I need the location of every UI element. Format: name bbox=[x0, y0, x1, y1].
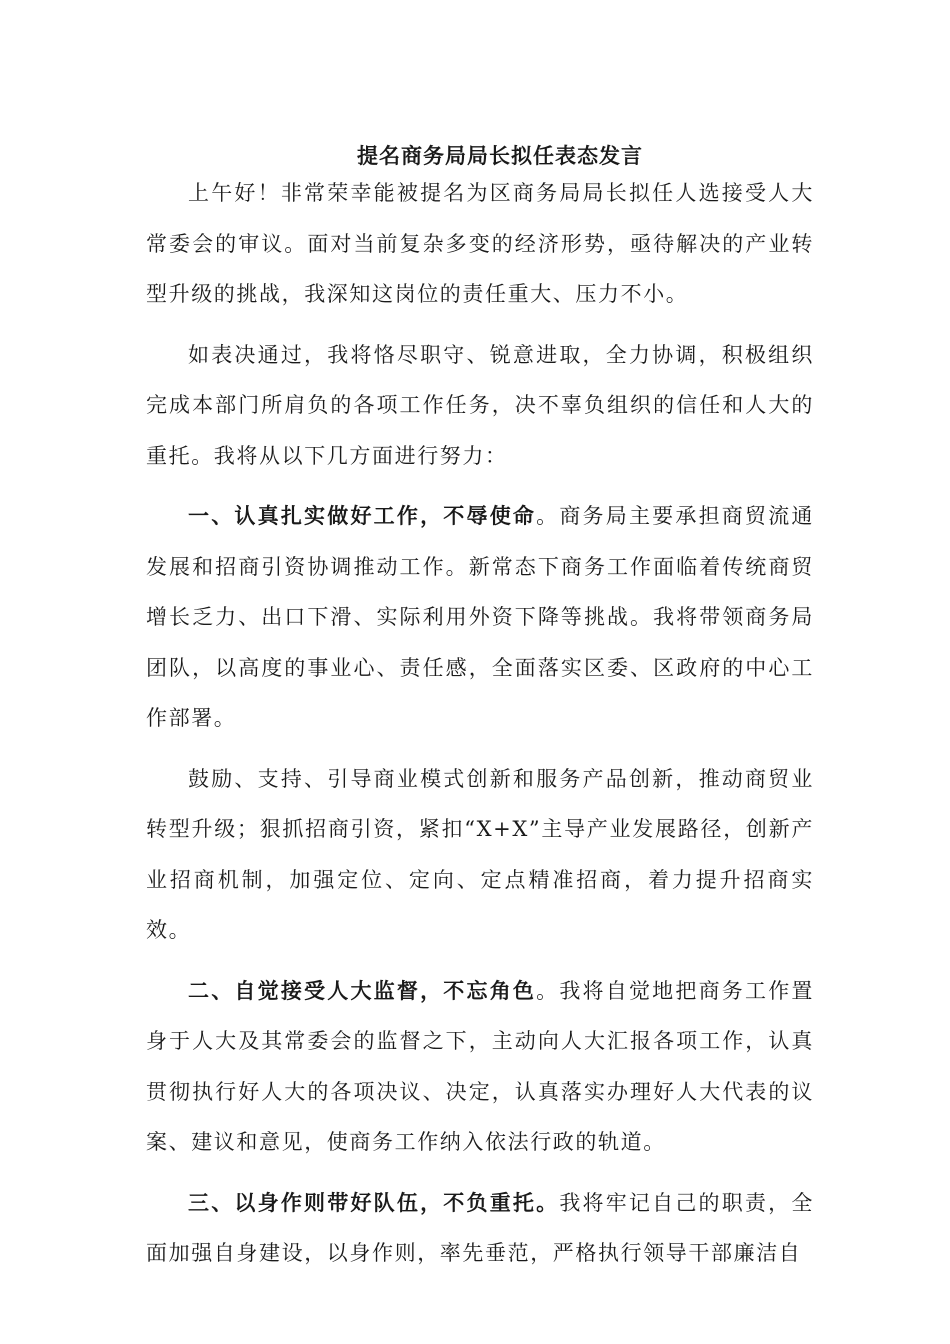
paragraph-greeting bbox=[146, 168, 814, 320]
section-heading: 一、认真扎实做好工作，不辱使命 bbox=[188, 504, 537, 528]
paragraph-commitment bbox=[146, 330, 814, 482]
document-title: 提名商务局局长拟任表态发言 bbox=[357, 144, 643, 168]
paragraph-text: 上午好！非常荣幸能被提名为区商务局局长拟任人选接受人大常委会的审议。面对当前复杂多变的经济形势，亟待解决的产业转型升级的挑战，我深知这岗位的责任重大、压力不小。 bbox=[146, 181, 814, 306]
document-body bbox=[146, 168, 814, 1289]
paragraph-text: 。我将自觉地把商务工作置身于人大及其常委会的监督之下，主动向人大汇报各项工作，认真贯彻执行好人大的各项决议、决定，认真落实办理好人大代表的议案、建议和意见，使商务工作纳入依法行政的轨道。 bbox=[146, 978, 815, 1154]
paragraph-text: 我将牢记自己的职责，全面加强自身建设，以身作则，率先垂范，严格执行领导干部廉洁自 bbox=[146, 1190, 814, 1265]
paragraph-section-one bbox=[146, 491, 814, 744]
paragraph-text: 。商务局主要承担商贸流通发展和招商引资协调推动工作。新常态下商务工作面临着传统商贸增长乏力、出口下滑、实际利用外资下降等挑战。我将带领商务局团队，以高度的事业心、责任感，全面落实区委、区政府的中心工作部署。 bbox=[146, 504, 815, 730]
paragraph-text: 如表决通过，我将恪尽职守、锐意进取，全力协调，积极组织完成本部门所肩负的各项工作任务，决不辜负组织的信任和人大的重托。我将从以下几方面进行努力： bbox=[146, 342, 814, 468]
paragraph-section-three bbox=[146, 1178, 814, 1279]
section-heading: 二、自觉接受人大监督，不忘角色 bbox=[188, 978, 537, 1003]
paragraph-text: 鼓励、支持、引导商业模式创新和服务产品创新，推动商贸业转型升级；狠抓招商引资，紧扣“X+X”主导产业发展路径，创新产业招商机制，加强定位、定向、定点精准招商，着力提升招商实效。 bbox=[146, 766, 814, 942]
section-heading: 三、以身作则带好队伍，不负重托。 bbox=[188, 1190, 560, 1215]
paragraph-innovation bbox=[146, 754, 814, 956]
paragraph-section-two bbox=[146, 966, 814, 1168]
